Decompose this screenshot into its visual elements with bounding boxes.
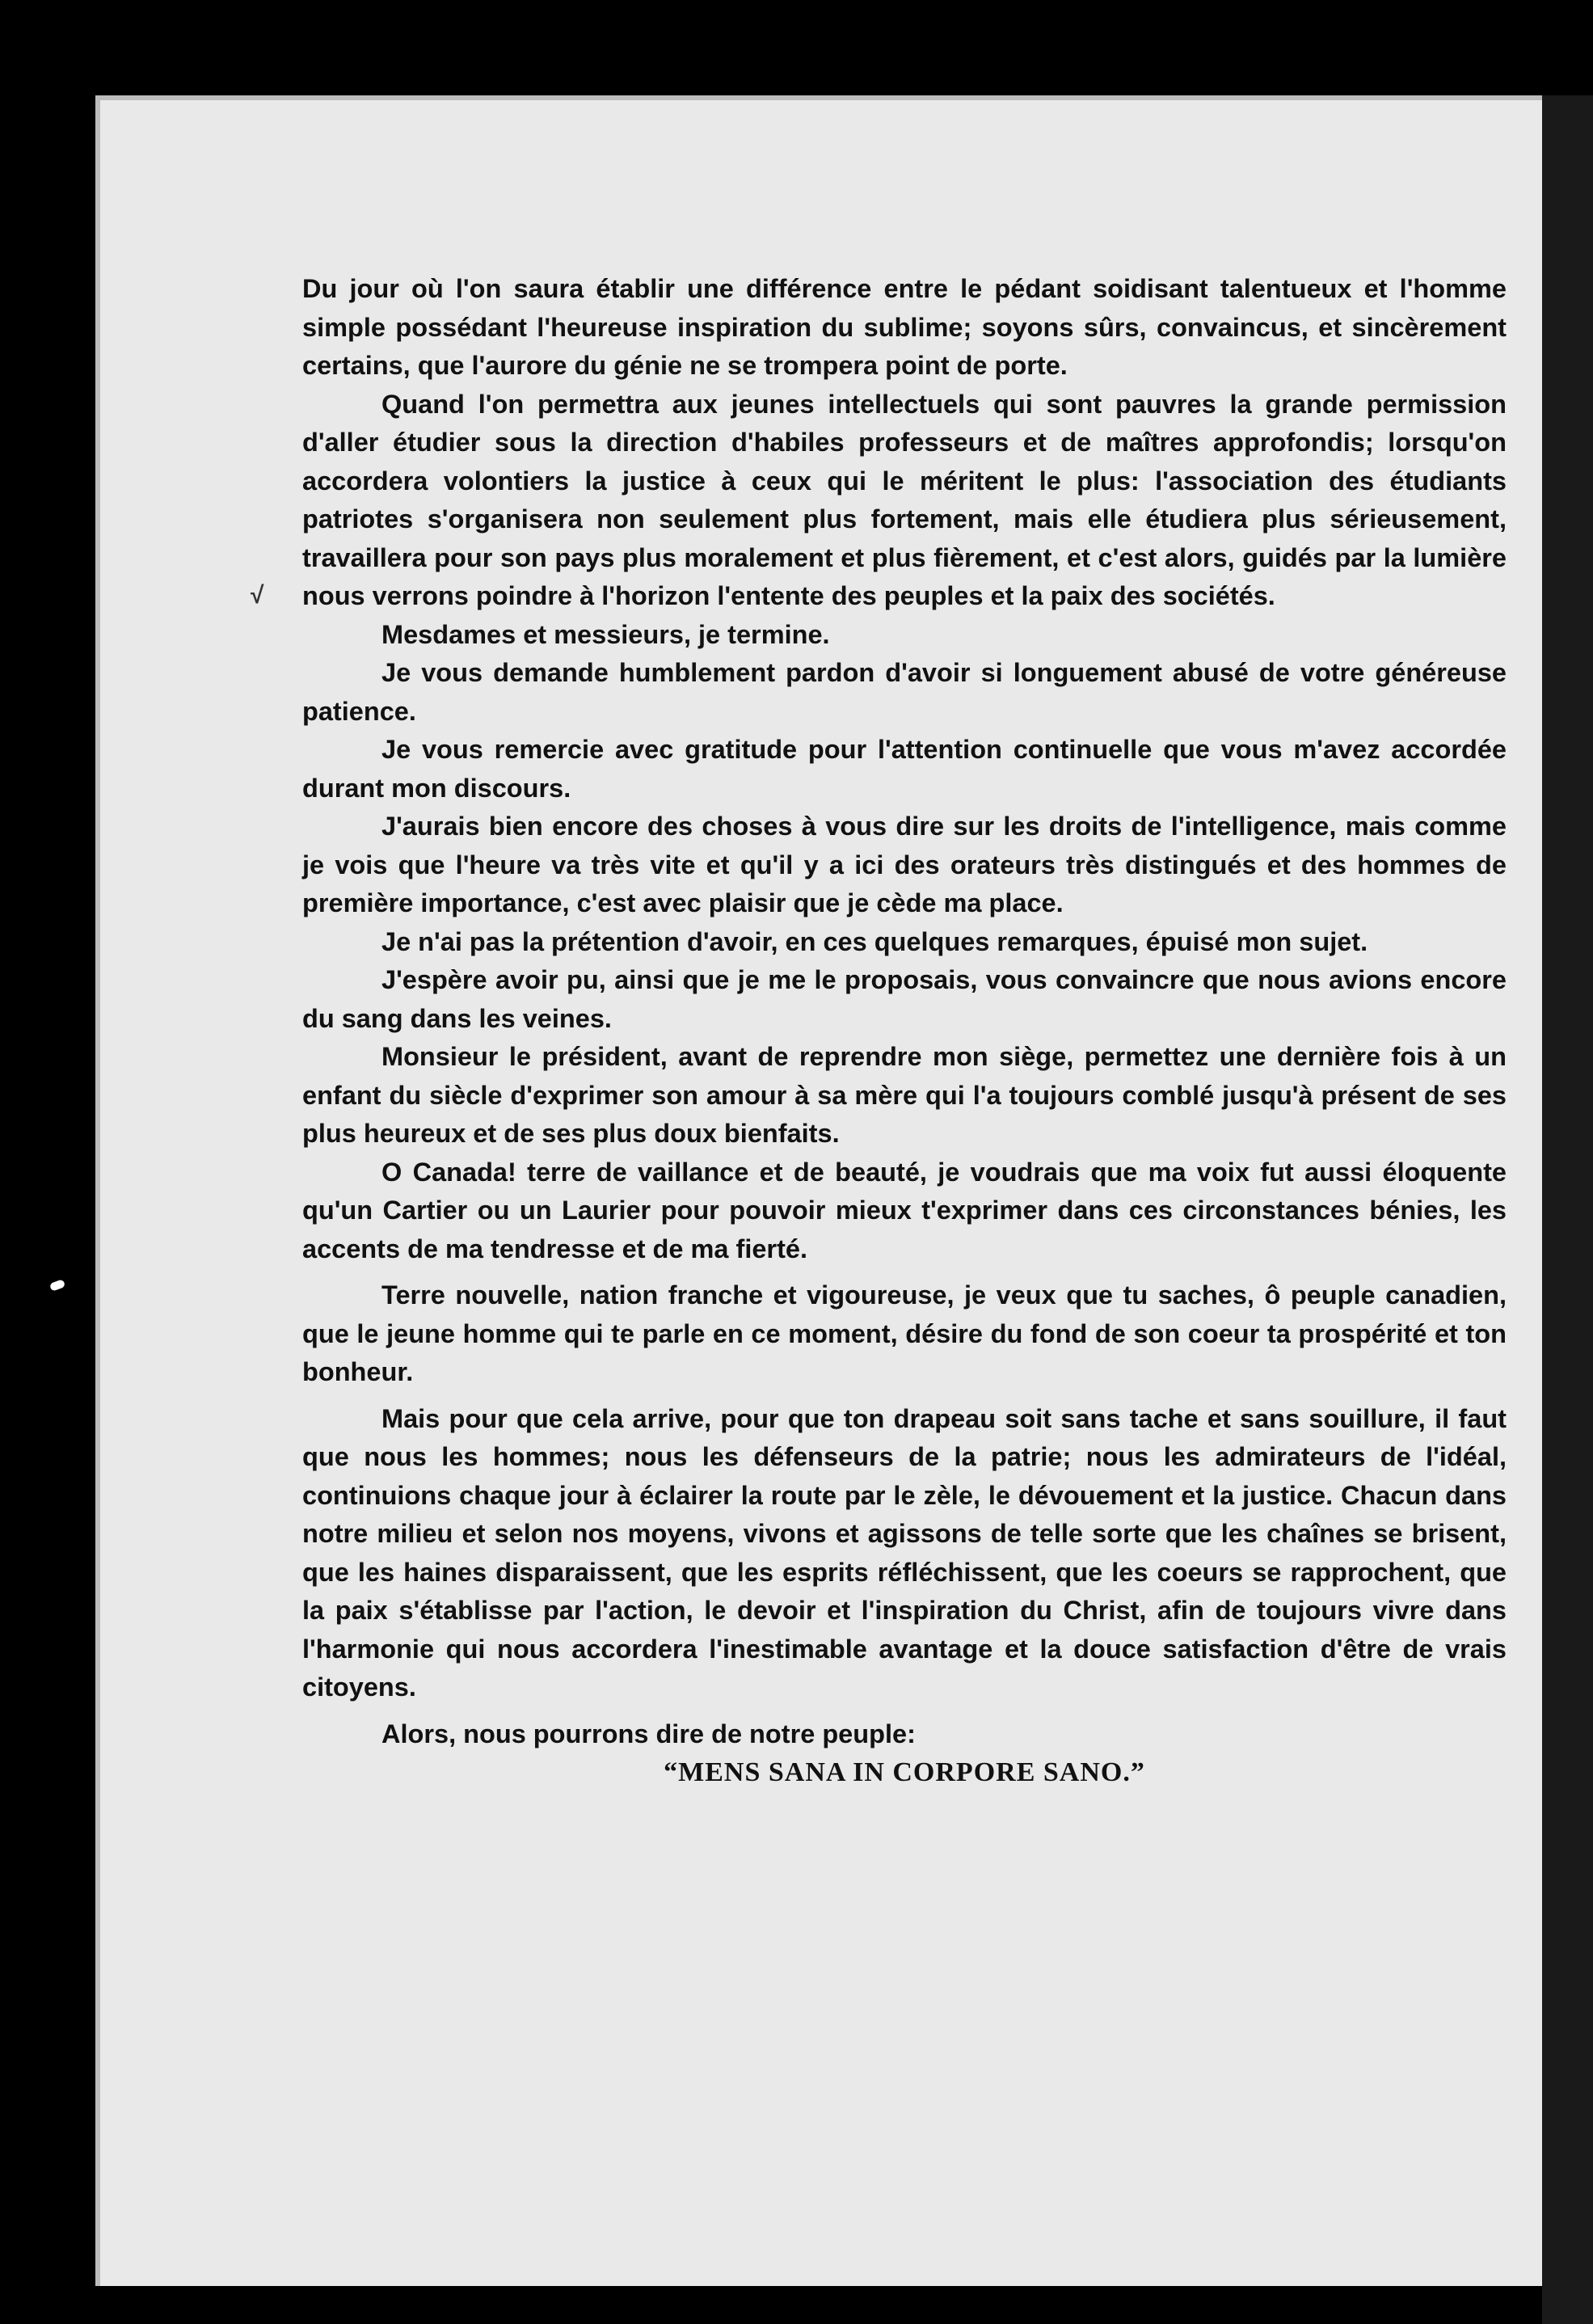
motto: “MENS SANA IN CORPORE SANO.” [664, 1757, 1145, 1787]
paragraph-13: Alors, nous pourrons dire de notre peuple: [381, 1719, 916, 1748]
margin-check-mark: √ [251, 582, 264, 609]
paragraph-5: Je vous remercie avec gratitude pour l'attention continuelle que vous m'avez accordée durant mon discours. [302, 735, 1507, 803]
paragraph-1: Du jour où l'on saura établir une différence entre le pédant soidisant talentueux et l'homme simple possédant l'heureuse inspiration du sublime; soyons sûrs, convaincus, et sincèrement certains, que l'aurore du génie ne se trompera point de porte. [302, 274, 1507, 380]
scan-speck [49, 1279, 65, 1292]
speech-text [302, 270, 1507, 1792]
paragraph-2: Quand l'on permettra aux jeunes intellectuels qui sont pauvres la grande permission d'aller étudier sous la direction d'habiles professeurs et de maîtres approfondis; lorsqu'on accordera volontiers la justice à ceux qui le méritent le plus: l'association des étudiants patriotes s'organisera non seulement plus fortement, mais elle étudiera plus sérieusement, travaillera pour son pays plus moralement et plus fièrement, et c'est alors, guidés par la lumière nous verrons poindre à l'horizon l'entente des peuples et la paix des sociétés. [302, 389, 1507, 610]
paragraph-8: J'espère avoir pu, ainsi que je me le proposais, vous convaincre que nous avions encore du sang dans les veines. [302, 965, 1507, 1033]
paragraph-11: Terre nouvelle, nation franche et vigoureuse, je veux que tu saches, ô peuple canadien, que le jeune homme qui te parle en ce moment, désire du fond de son coeur ta prospérité et ton bonheur. [302, 1280, 1507, 1386]
paragraph-9: Monsieur le président, avant de reprendre mon siège, permettez une dernière fois à un enfant du siècle d'exprimer son amour à sa mère qui l'a toujours comblé jusqu'à présent de ses plus heureux et de ses plus doux bienfaits. [302, 1042, 1507, 1148]
paragraph-10: O Canada! terre de vaillance et de beauté, je voudrais que ma voix fut aussi éloquente qu'un Cartier ou un Laurier pour pouvoir mieux t'exprimer dans ces circonstances bénies, les accents de ma tendresse et de ma fierté. [302, 1157, 1507, 1263]
paragraph-3: Mesdames et messieurs, je termine. [381, 619, 830, 649]
paragraph-12: Mais pour que cela arrive, pour que ton drapeau soit sans tache et sans souillure, il faut que nous les hommes; nous les défenseurs de la patrie; nous les admirateurs de l'idéal, continuions chaque jour à éclairer la route par le zèle, le dévouement et la justice. Chacun dans notre milieu et selon nos moyens, vivons et agissons de telle sorte que les chaînes se brisent, que les haines disparaissent, que les esprits réfléchissent, que les coeurs se rapprochent, que la paix s'établisse par l'action, le devoir et l'inspiration du Christ, afin de toujours vivre dans l'harmonie qui nous accordera l'inestimable avantage et la douce satisfaction d'être de vrais citoyens. [302, 1403, 1507, 1702]
document-page [95, 95, 1542, 2286]
book-spine-edge [1542, 95, 1593, 2324]
paragraph-6: J'aurais bien encore des choses à vous dire sur les droits de l'intelligence, mais comme je vois que l'heure va très vite et qu'il y a ici des orateurs très distingués et des hommes de première importance, c'est avec plaisir que je cède ma place. [302, 812, 1507, 917]
paragraph-4: Je vous demande humblement pardon d'avoir si longuement abusé de votre généreuse patience. [302, 658, 1507, 726]
paragraph-7: Je n'ai pas la prétention d'avoir, en ces quelques remarques, épuisé mon sujet. [381, 926, 1368, 956]
